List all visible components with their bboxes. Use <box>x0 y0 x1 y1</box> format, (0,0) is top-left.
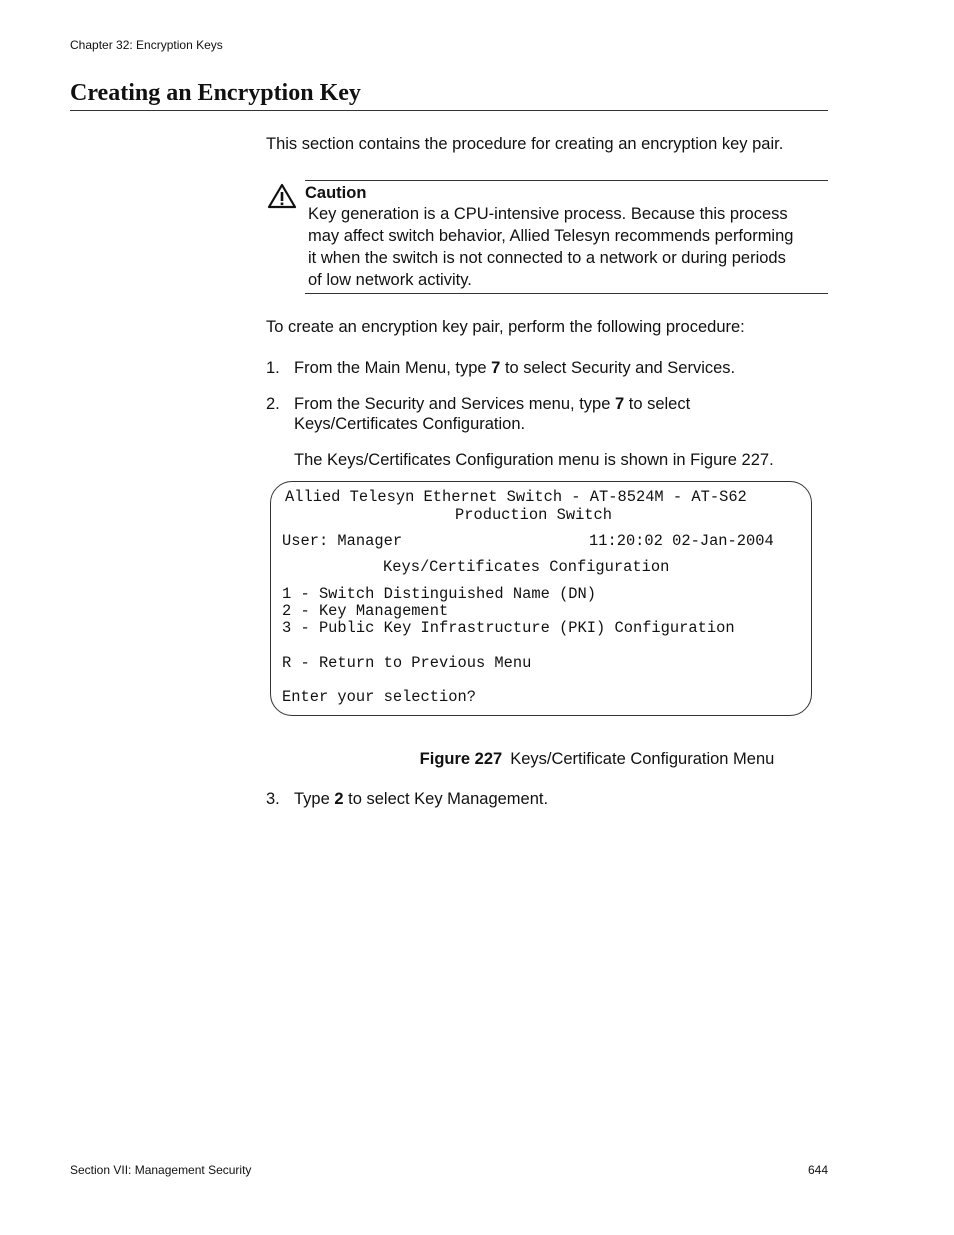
step-text-pre: From the Main Menu, type <box>294 359 492 377</box>
running-head: Chapter 32: Encryption Keys <box>70 38 223 52</box>
step-text <box>294 789 814 809</box>
step-key: 2 <box>334 790 344 808</box>
procedure-lead: To create an encryption key pair, perform the following procedure: <box>266 318 745 336</box>
step-text-pre: From the Security and Services menu, type <box>294 395 615 413</box>
step-text-pre: Type <box>294 790 335 808</box>
terminal-banner-line1: Allied Telesyn Ethernet Switch - AT-8524M - AT-S62 <box>285 488 747 506</box>
caution-line: may affect switch behavior, Allied Telesyn recommends performing <box>308 227 794 245</box>
step-key: 7 <box>491 359 501 377</box>
terminal-user: User: Manager <box>282 532 403 550</box>
figure-label: Figure 227 <box>419 750 503 768</box>
step-text-line2: Keys/Certificates Configuration. <box>294 415 526 433</box>
terminal-menu-title: Keys/Certificates Configuration <box>383 558 670 576</box>
page-number: 644 <box>808 1163 829 1177</box>
step-text-post: to select Security and Services. <box>500 359 736 377</box>
step-number: 3. <box>266 790 280 808</box>
section-title: Creating an Encryption Key <box>70 78 828 111</box>
figure-caption-text: Keys/Certificate Configuration Menu <box>510 750 775 768</box>
figure-reference: The Keys/Certificates Configuration menu is shown in Figure 227. <box>294 451 774 469</box>
terminal-option-2: 2 - Key Management <box>282 602 449 620</box>
caution-title: Caution <box>305 184 367 202</box>
terminal-timestamp: 11:20:02 02-Jan-2004 <box>589 532 774 550</box>
caution-line: Key generation is a CPU-intensive process. Because this process <box>308 205 788 223</box>
terminal-banner-line2: Production Switch <box>455 506 613 524</box>
figure-caption <box>266 749 928 769</box>
step-number: 1. <box>266 359 280 377</box>
step-text-post: to select Key Management. <box>343 790 549 808</box>
caution-line: of low network activity. <box>308 271 472 289</box>
footer-section: Section VII: Management Security <box>70 1163 252 1177</box>
warning-triangle-icon <box>267 183 297 209</box>
step-key: 7 <box>614 395 625 413</box>
terminal-option-3: 3 - Public Key Infrastructure (PKI) Configuration <box>282 619 735 637</box>
intro-paragraph: This section contains the procedure for creating an encryption key pair. <box>266 135 784 153</box>
caution-bottom-rule <box>305 293 828 294</box>
caution-line: it when the switch is not connected to a network or during periods <box>308 249 786 267</box>
terminal-return-option: R - Return to Previous Menu <box>282 654 532 672</box>
terminal-option-1: 1 - Switch Distinguished Name (DN) <box>282 585 597 603</box>
step-number: 2. <box>266 395 280 413</box>
step-text <box>294 358 814 378</box>
step-text-post: to select <box>624 395 691 413</box>
step-text <box>294 394 814 434</box>
caution-top-rule <box>305 180 828 181</box>
caution-body <box>308 203 828 291</box>
terminal-prompt: Enter your selection? <box>282 688 476 706</box>
